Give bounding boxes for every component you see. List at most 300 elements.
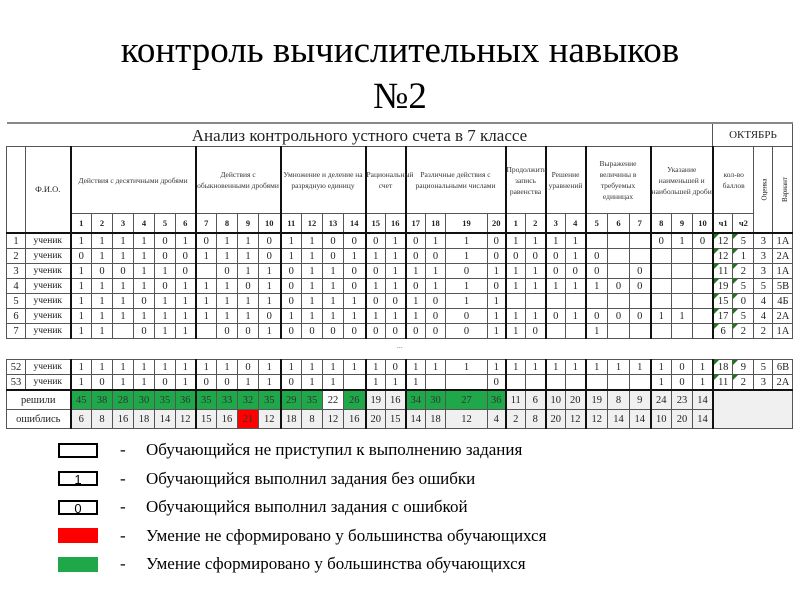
task-result-cell: 1 [651,375,672,391]
solved-count-cell: 30 [134,390,155,410]
task-result-cell [506,294,526,309]
task-result-cell: 0 [488,249,506,264]
solved-count-cell: 19 [586,390,608,410]
ellipsis: ... [7,339,793,360]
solved-count-cell: 36 [176,390,196,410]
task-result-cell [426,375,446,391]
task-result-cell: 1 [488,309,506,324]
errors-count-cell: 20 [672,410,693,429]
row-number: 3 [7,264,26,279]
task-result-cell: 0 [608,309,630,324]
student-name: ученик [26,279,71,294]
summary-blank [713,390,793,429]
table-row [7,294,793,309]
task-number: 5 [155,214,176,234]
task-result-cell: 1 [238,309,259,324]
task-result-cell: 1 [134,279,155,294]
solved-count-cell: 16 [386,390,406,410]
task-result-cell: 0 [526,249,546,264]
task-result-cell: 1 [302,375,323,391]
task-number: 2 [526,214,546,234]
task-result-cell: 1 [406,375,426,391]
task-result-cell: 0 [155,249,176,264]
score-part1: 17 [713,309,733,324]
task-result-cell: 1 [426,264,446,279]
task-result-cell: 1 [526,309,546,324]
row-number: 7 [7,324,26,339]
task-result-cell: 1 [176,360,196,375]
errors-count-cell: 14 [155,410,176,429]
task-result-cell: 1 [71,279,92,294]
legend-dash: - [120,497,126,517]
solved-count-cell: 35 [259,390,281,410]
task-group-header: Действия с обыкновенными дробями [196,147,281,214]
table-row [7,360,793,375]
task-result-cell: 1 [113,233,134,249]
solved-count-cell: 45 [71,390,92,410]
task-result-cell: 1 [217,233,238,249]
task-result-cell: 0 [366,294,386,309]
task-result-cell: 1 [488,264,506,279]
grade: 4 [754,294,773,309]
task-result-cell [608,375,630,391]
task-result-cell [506,375,526,391]
slide-title [0,28,800,120]
errors-count-cell: 12 [446,410,488,429]
task-number: 19 [446,214,488,234]
task-result-cell: 1 [302,279,323,294]
grade: 2 [754,324,773,339]
task-number: 20 [488,214,506,234]
solved-count-cell: 23 [672,390,693,410]
task-result-cell: 0 [446,324,488,339]
task-result-cell: 0 [366,233,386,249]
task-result-cell: 1 [344,294,366,309]
solved-count-cell: 28 [113,390,134,410]
legend-dash: - [120,525,126,545]
task-result-cell: 0 [217,264,238,279]
table-row [7,233,793,249]
task-result-cell [651,324,672,339]
task-result-cell: 1 [92,309,113,324]
errors-count-cell: 8 [526,410,546,429]
legend-text: Умение сформировано у большинства обучающихся [146,554,526,574]
errors-count-cell: 16 [113,410,134,429]
task-result-cell: 1 [546,360,566,375]
score-part2: 2 [733,264,754,279]
task-result-cell: 1 [196,309,217,324]
task-result-cell: 1 [217,309,238,324]
task-number: 12 [302,214,323,234]
task-result-cell: 0 [323,249,344,264]
results-table [6,122,793,429]
task-result-cell: 1 [134,249,155,264]
task-result-cell: 0 [608,279,630,294]
task-result-cell: 0 [344,279,366,294]
month-label: ОКТЯБРЬ [713,123,793,147]
solved-row [7,390,793,410]
task-number: 10 [259,214,281,234]
table-title-row [7,123,793,147]
task-result-cell: 1 [259,375,281,391]
score-part1: 15 [713,294,733,309]
task-result-cell: 0 [113,264,134,279]
errors-count-cell: 6 [71,410,92,429]
errors-label: ошиблись [7,410,71,429]
task-result-cell: 1 [386,264,406,279]
task-number-row [7,214,793,234]
task-result-cell: 1 [406,360,426,375]
task-result-cell: 1 [134,309,155,324]
task-result-cell: 1 [526,279,546,294]
score-part1: 12 [713,233,733,249]
task-result-cell: 1 [302,249,323,264]
task-number: 1 [71,214,92,234]
task-result-cell [693,264,713,279]
task-result-cell: 1 [92,324,113,339]
task-result-cell: 1 [217,294,238,309]
task-result-cell: 0 [406,324,426,339]
task-result-cell: 1 [323,264,344,279]
task-group-header: Различные действия с рациональными числами [406,147,506,214]
errors-count-cell: 12 [259,410,281,429]
solved-count-cell: 20 [566,390,586,410]
task-result-cell: 0 [134,324,155,339]
task-result-cell: 0 [92,264,113,279]
task-result-cell [630,375,651,391]
task-result-cell: 0 [176,249,196,264]
slide-title-line2: №2 [373,76,427,117]
task-result-cell [586,294,608,309]
task-group-header: Действия с десятичными дробями [71,147,196,214]
task-result-cell: 0 [281,294,302,309]
task-number: 8 [217,214,238,234]
task-result-cell [546,375,566,391]
task-result-cell: 0 [488,279,506,294]
task-result-cell: 1 [113,309,134,324]
solved-count-cell: 35 [302,390,323,410]
student-name: ученик [26,294,71,309]
task-result-cell: 1 [71,294,92,309]
task-result-cell: 1 [426,279,446,294]
task-number: 9 [238,214,259,234]
task-result-cell: 1 [426,360,446,375]
task-result-cell: 0 [344,233,366,249]
task-result-cell: 1 [92,294,113,309]
grade-header-text: Оценка [760,178,769,201]
task-result-cell: 0 [488,233,506,249]
variant: 1А [773,233,793,249]
task-result-cell: 0 [238,279,259,294]
task-result-cell: 1 [71,375,92,391]
task-result-cell: 0 [196,233,217,249]
task-result-cell: 0 [693,233,713,249]
task-result-cell: 1 [259,264,281,279]
task-result-cell: 1 [366,360,386,375]
legend-item-formed [58,550,546,579]
errors-count-cell: 14 [630,410,651,429]
solved-count-cell: 34 [406,390,426,410]
task-result-cell [566,324,586,339]
task-number: 6 [176,214,196,234]
student-name: ученик [26,375,71,391]
score-part1: 11 [713,264,733,279]
solved-count-cell: 22 [323,390,344,410]
solved-count-cell: 29 [281,390,302,410]
task-result-cell: 1 [217,279,238,294]
task-result-cell: 1 [446,294,488,309]
task-result-cell: 1 [155,264,176,279]
row-number-header [7,147,26,234]
score-part2: 0 [733,294,754,309]
task-result-cell: 1 [176,309,196,324]
task-result-cell: 0 [586,264,608,279]
task-result-cell: 1 [176,324,196,339]
score-part2: 5 [733,279,754,294]
slide-title-line1: контроль вычислительных навыков [120,30,680,71]
solved-count-cell: 8 [608,390,630,410]
task-result-cell: 0 [323,324,344,339]
task-result-cell: 0 [546,249,566,264]
solved-count-cell: 6 [526,390,546,410]
task-result-cell: 1 [155,309,176,324]
legend [58,436,546,579]
task-result-cell: 1 [176,279,196,294]
score-part1: 12 [713,249,733,264]
task-result-cell: 1 [323,309,344,324]
task-number: 2 [92,214,113,234]
task-result-cell [651,264,672,279]
task-result-cell: 1 [506,279,526,294]
task-result-cell: 1 [546,279,566,294]
task-result-cell: 0 [344,324,366,339]
task-result-cell: 1 [651,309,672,324]
task-number: 9 [672,214,693,234]
task-result-cell [672,249,693,264]
grade: 3 [754,375,773,391]
task-result-cell [446,375,488,391]
task-result-cell [693,324,713,339]
solved-count-cell: 32 [238,390,259,410]
task-result-cell [196,324,217,339]
task-result-cell: 1 [259,324,281,339]
task-result-cell: 1 [281,360,302,375]
errors-count-cell: 16 [344,410,366,429]
task-result-cell: 1 [323,279,344,294]
task-result-cell [546,324,566,339]
score-part2: 5 [733,233,754,249]
task-result-cell: 1 [281,309,302,324]
grade: 3 [754,233,773,249]
task-result-cell: 1 [526,360,546,375]
task-result-cell: 1 [196,249,217,264]
score-part2: 2 [733,324,754,339]
solved-label: решили [7,390,71,410]
errors-count-cell: 15 [386,410,406,429]
score-part2: 2 [733,375,754,391]
errors-count-cell: 15 [196,410,217,429]
legend-dash: - [120,468,126,488]
errors-count-cell: 18 [281,410,302,429]
task-result-cell: 0 [259,233,281,249]
task-result-cell: 1 [488,294,506,309]
task-result-cell [608,294,630,309]
solved-count-cell: 27 [446,390,488,410]
task-number: 10 [693,214,713,234]
task-result-cell: 1 [113,294,134,309]
task-result-cell: 1 [344,309,366,324]
task-result-cell [693,309,713,324]
task-result-cell: 1 [92,360,113,375]
task-result-cell: 0 [238,324,259,339]
task-result-cell: 0 [196,375,217,391]
task-result-cell: 1 [281,233,302,249]
task-result-cell: 1 [238,264,259,279]
task-result-cell: 1 [323,360,344,375]
task-result-cell: 1 [92,249,113,264]
task-result-cell: 0 [546,309,566,324]
task-result-cell: 1 [406,294,426,309]
student-name: ученик [26,264,71,279]
score-col-header: ч1 [713,214,733,234]
task-result-cell: 0 [281,375,302,391]
task-result-cell: 1 [672,233,693,249]
task-result-cell [630,233,651,249]
task-result-cell: 0 [426,309,446,324]
task-number: 7 [196,214,217,234]
task-result-cell: 0 [651,233,672,249]
task-result-cell: 1 [672,309,693,324]
task-result-cell [630,294,651,309]
variant: 2А [773,375,793,391]
task-result-cell [651,294,672,309]
task-result-cell: 1 [426,233,446,249]
task-result-cell: 1 [155,360,176,375]
task-number: 3 [113,214,134,234]
task-result-cell: 1 [196,279,217,294]
student-name: ученик [26,249,71,264]
task-result-cell [526,375,546,391]
task-result-cell [608,233,630,249]
table-row [7,264,793,279]
variant: 1А [773,264,793,279]
task-result-cell: 0 [506,249,526,264]
task-result-cell: 0 [672,375,693,391]
task-result-cell: 1 [238,249,259,264]
task-result-cell: 1 [526,233,546,249]
task-number: 18 [426,214,446,234]
task-result-cell [566,294,586,309]
legend-one-box: 1 [58,471,98,486]
task-number: 13 [323,214,344,234]
row-number: 52 [7,360,26,375]
variant-header [773,147,793,234]
task-result-cell [693,249,713,264]
task-result-cell: 0 [217,375,238,391]
task-result-cell: 1 [586,360,608,375]
legend-empty-box [58,443,98,458]
errors-count-cell: 12 [566,410,586,429]
task-result-cell: 0 [281,279,302,294]
task-result-cell: 0 [446,264,488,279]
task-result-cell: 0 [259,249,281,264]
task-result-cell: 1 [586,279,608,294]
task-result-cell [672,294,693,309]
variant: 6В [773,360,793,375]
task-result-cell: 1 [386,309,406,324]
grade-header [754,147,773,234]
task-result-cell: 0 [366,264,386,279]
table-row [7,249,793,264]
task-result-cell: 0 [302,324,323,339]
task-result-cell: 1 [134,375,155,391]
task-result-cell: 1 [406,264,426,279]
table-row [7,324,793,339]
task-result-cell: 1 [134,233,155,249]
task-result-cell: 1 [238,233,259,249]
task-result-cell [608,249,630,264]
task-result-cell: 1 [506,309,526,324]
legend-item-error [58,493,546,522]
task-result-cell: 1 [506,360,526,375]
task-result-cell: 1 [566,279,586,294]
task-result-cell: 0 [238,360,259,375]
errors-count-cell: 20 [366,410,386,429]
task-number: 1 [506,214,526,234]
task-result-cell: 1 [217,249,238,264]
task-result-cell: 1 [113,279,134,294]
ellipsis-row [7,339,793,360]
task-result-cell [196,264,217,279]
task-result-cell: 0 [630,309,651,324]
task-result-cell: 1 [586,324,608,339]
errors-count-cell: 18 [426,410,446,429]
task-result-cell: 1 [386,233,406,249]
row-number: 1 [7,233,26,249]
task-result-cell [608,264,630,279]
task-result-cell: 1 [238,375,259,391]
task-result-cell: 0 [546,264,566,279]
task-result-cell: 1 [259,279,281,294]
task-result-cell: 0 [71,249,92,264]
task-result-cell [344,375,366,391]
solved-count-cell: 26 [344,390,366,410]
task-result-cell: 0 [281,324,302,339]
task-group-header: Решение уравнений [546,147,586,214]
task-result-cell: 1 [506,233,526,249]
task-result-cell: 1 [71,264,92,279]
row-number: 4 [7,279,26,294]
task-result-cell: 1 [488,360,506,375]
variant: 2А [773,309,793,324]
table-row [7,309,793,324]
row-number: 5 [7,294,26,309]
score-col-header: ч2 [733,214,754,234]
grade: 4 [754,309,773,324]
errors-count-cell: 20 [546,410,566,429]
task-result-cell [672,324,693,339]
task-result-cell: 1 [302,309,323,324]
score-part2: 1 [733,249,754,264]
task-result-cell: 0 [426,249,446,264]
task-result-cell: 1 [71,324,92,339]
errors-count-cell: 14 [693,410,713,429]
task-result-cell: 1 [693,375,713,391]
student-name: ученик [26,309,71,324]
task-result-cell [586,375,608,391]
task-result-cell: 1 [176,375,196,391]
task-result-cell: 0 [386,360,406,375]
